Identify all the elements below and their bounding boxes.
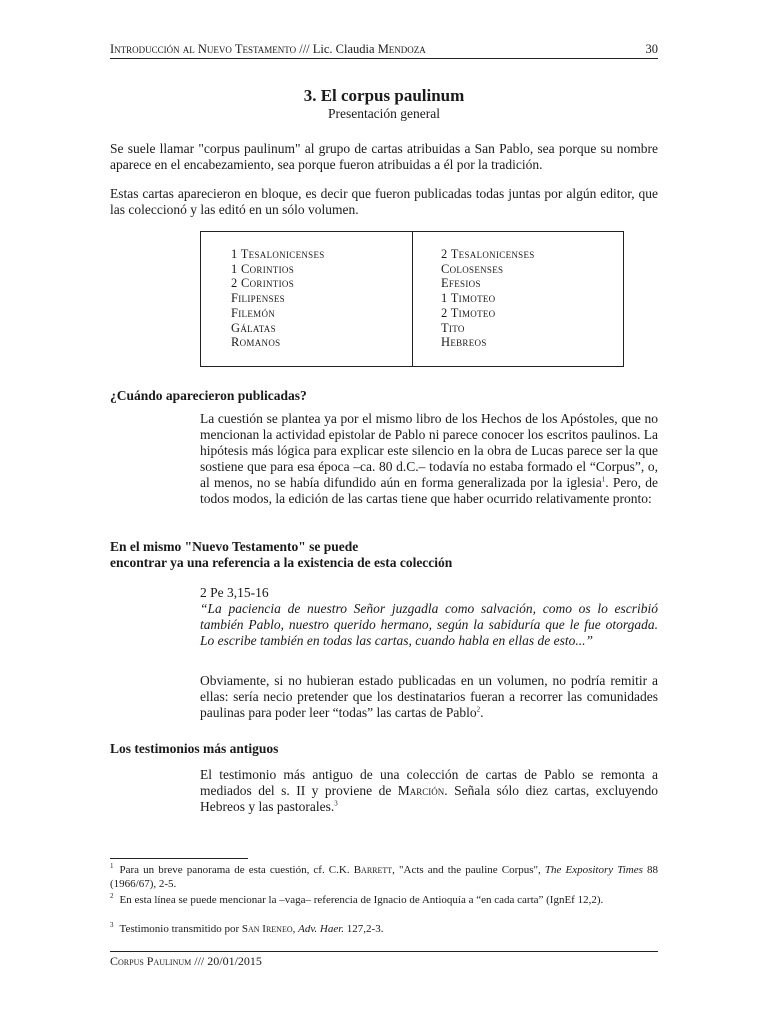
footnote-number: 3 [110, 921, 114, 930]
text-run: En esta línea se puede mencionar la –vaga– referencia de Ignacio de Antioquía a “en cada carta” (IgnEf 12,2). [119, 894, 604, 906]
footnote-1 [110, 863, 658, 891]
letter-item: 2 Corintios [231, 276, 295, 291]
intro-paragraph-2: Estas cartas aparecieron en bloque, es decir que fueron publicadas todas juntas por algún editor, que las coleccionó y las editó en un sólo volumen. [110, 186, 658, 217]
footnote-ref: 1 [601, 475, 606, 484]
letter-item: 1 Timoteo [441, 291, 496, 306]
letter-item: Filipenses [231, 291, 285, 306]
page-number: 30 [645, 42, 658, 56]
footnote-2 [110, 893, 658, 907]
text-run: . Pero, de todos modos, la edición de las cartas tiene que haber ocurrido relativamente pronto: [200, 475, 658, 506]
letters-table [200, 231, 624, 367]
text-run: Corpus Paulinum [110, 954, 192, 968]
text-run: , [292, 923, 299, 935]
footnote-text [120, 923, 384, 935]
header-title [110, 42, 426, 57]
text-run: Introducción al Nuevo Testamento [110, 42, 297, 56]
text-run: Mendoza [377, 42, 426, 56]
running-header [110, 42, 658, 59]
text-run: El testimonio más antiguo de una colección de cartas de Pablo se remonta a mediados del s. II y proviene de [200, 767, 658, 798]
text-run: Para un breve panorama de esta cuestión, cf. C.K. [119, 864, 354, 876]
section-subtitle: Presentación general [327, 106, 441, 121]
footnote-ref: 2 [476, 705, 481, 714]
letters-column-right [441, 247, 535, 350]
text-run: Barrett [353, 864, 393, 876]
text-run: /// 20/01/2015 [191, 954, 262, 968]
running-footer [110, 954, 262, 969]
heading-when-published: ¿Cuándo aparecieron publicadas? [110, 388, 307, 403]
text-run: . Señala sólo diez cartas, excluyendo Hebreos y las pastorales. [200, 783, 658, 814]
letter-item: Filemón [231, 305, 276, 320]
footnote-rule [110, 858, 248, 859]
text-run: Adv. Haer. [298, 923, 345, 935]
text-run: Obviamente, si no hubieran estado publicadas en un volumen, no podría remitir a ellas: sería necio pretender que los destinatarios fueran a recorrer las comunidades paulinas para poder leer “todas” las cartas de Pablo [200, 673, 658, 720]
footnote-text [120, 894, 604, 906]
scripture-reference: 2 Pe 3,15-16 [200, 585, 269, 600]
text-run: 88 (1966/67), 2-5. [110, 864, 659, 890]
text-run: /// Lic. Claudia [296, 42, 378, 56]
table-divider [412, 232, 413, 366]
text-run: Marción [397, 783, 445, 798]
heading-nt-reference-line2: encontrar ya una referencia a la existencia de esta colección [110, 555, 453, 570]
letter-item: Colosenses [441, 261, 504, 276]
when-paragraph [200, 411, 658, 507]
letter-item: Efesios [441, 276, 481, 291]
intro-paragraph-1: Se suele llamar "corpus paulinum" al grupo de cartas atribuidas a San Pablo, sea porque su nombre aparece en el encabezamiento, sea porque fueron atribuidas a él por la tradición. [110, 141, 658, 172]
text-run: . [480, 705, 484, 720]
section-title: 3. El corpus paulinum [303, 86, 465, 105]
letter-item: 1 Corintios [231, 261, 295, 276]
text-run: Testimonio transmitido por [119, 923, 242, 935]
heading-testimonies: Los testimonios más antiguos [110, 741, 279, 756]
footnote-ref: 3 [334, 799, 338, 808]
scripture-quote: “La paciencia de nuestro Señor juzgadla como salvación, como os lo escribió también Pablo, nuestro querido hermano, según la sabiduría que le fue otorgada. Lo escribe también en todas las cartas, cuando habla en ellas de esto...” [200, 601, 658, 648]
text-run: The Expository Times [544, 864, 643, 876]
letter-item: 1 Tesalonicenses [231, 247, 325, 261]
footnote-text [110, 864, 658, 890]
heading-nt-reference-line1: En el mismo "Nuevo Testamento" se puede [110, 539, 359, 554]
letter-item: Romanos [231, 335, 281, 350]
footer-rule [110, 951, 658, 952]
text-run: , "Acts and the pauline Corpus", [392, 864, 545, 876]
letter-item: Hebreos [441, 335, 487, 350]
testimonies-paragraph [200, 767, 658, 815]
letter-item: 2 Tesalonicenses [441, 247, 535, 261]
letter-item: Gálatas [231, 320, 276, 335]
footnote-3 [110, 922, 658, 936]
text-run: 127,2-3. [344, 923, 384, 935]
text-run: La cuestión se plantea ya por el mismo libro de los Hechos de los Apóstoles, que no mencionan la actividad epistolar de Pablo ni parece conocer los escritos paulinos. La hipótesis más lógica para explicar este silencio en la obra de Lucas parece ser la que sostiene que para esa época –ca. 80 d.C.– todavía no estaba formado el “Corpus”, o, al menos, no se había difundido aún en forma generalizada por la iglesia [200, 411, 658, 490]
letter-item: Tito [441, 320, 465, 335]
footnote-number: 1 [110, 862, 114, 871]
footnote-number: 2 [110, 892, 114, 901]
letters-column-left [231, 247, 325, 350]
letter-item: 2 Timoteo [441, 305, 496, 320]
nt-comment-paragraph [200, 673, 658, 721]
text-run: San Ireneo [241, 923, 293, 935]
